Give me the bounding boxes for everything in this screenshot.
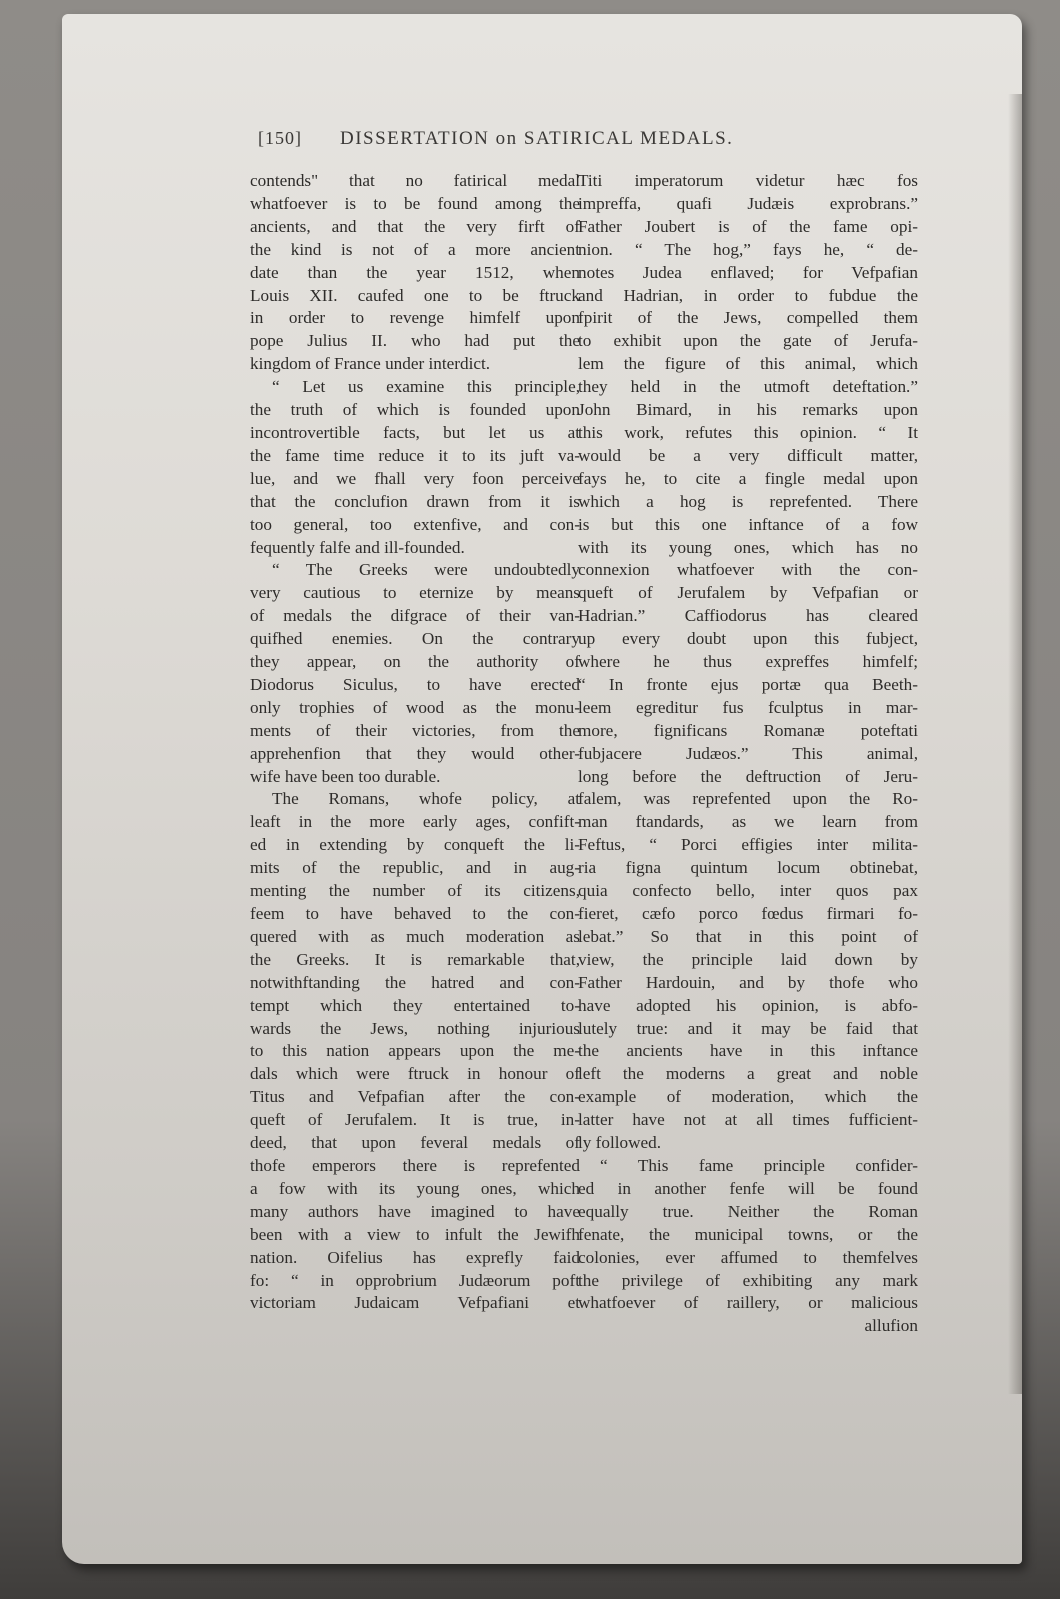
text-line: ly followed. xyxy=(578,1133,662,1153)
text-line: lebat.” So that in this point of xyxy=(578,926,918,946)
text-line: queft of Jerufalem by Vefpafian or xyxy=(578,583,918,603)
text-line: ria figna quintum locum obtinebat, xyxy=(578,858,918,878)
text-line: ed in extending by conqueft the li- xyxy=(250,835,580,855)
text-line: leaft in the more early ages, confift- xyxy=(250,812,580,832)
text-line: “ In fronte ejus portæ qua Beeth- xyxy=(578,674,918,694)
text-line: ancients, and that the very firft of xyxy=(250,216,580,236)
text-line: Feftus, “ Porci effigies inter milita- xyxy=(578,835,918,855)
text-line: a fow with its young ones, which xyxy=(250,1178,580,1198)
text-line: too general, too extenfive, and con- xyxy=(250,514,580,534)
text-line: nion. “ The hog,” fays he, “ de- xyxy=(578,239,918,259)
text-line: Hadrian.” Caffiodorus has cleared xyxy=(578,606,918,626)
text-line: feem to have behaved to the con- xyxy=(250,904,580,923)
text-line: impreffa, quafi Judæis exprobrans.” xyxy=(578,193,918,213)
page-number: [150] xyxy=(258,128,302,148)
text-line: contends" that no fatirical medal xyxy=(250,171,580,190)
text-line: dals which were ftruck in honour of xyxy=(250,1064,580,1084)
text-line: notwithftanding the hatred and con- xyxy=(250,972,580,992)
text-line: this work, refutes this opinion. “ It xyxy=(578,422,918,442)
text-line: and Hadrian, in order to fubdue the xyxy=(578,285,918,305)
text-line: fpirit of the Jews, compelled them xyxy=(578,308,918,328)
text-line: colonies, ever affumed to themfelves xyxy=(578,1247,918,1267)
text-line: notes Judea enflaved; for Vefpafian xyxy=(578,262,918,282)
text-line: fequently falfe and ill-founded. xyxy=(250,537,465,557)
text-line: mits of the republic, and in aug- xyxy=(250,858,580,878)
text-line: wife have been too durable. xyxy=(250,766,441,786)
text-line: they held in the utmoft deteftation.” xyxy=(578,377,918,397)
text-line: deed, that upon feveral medals of xyxy=(250,1133,580,1153)
text-line: quered with as much moderation as xyxy=(250,926,580,946)
text-line: fieret, cæfo porco fœdus firmari fo- xyxy=(578,904,918,923)
text-line: very cautious to eternize by means xyxy=(250,583,580,603)
text-line: Titus and Vefpafian after the con- xyxy=(250,1087,580,1107)
text-line: to exhibit upon the gate of Jerufa- xyxy=(578,331,918,351)
text-line: whatfoever of raillery, or malicious xyxy=(578,1293,918,1313)
text-line: they appear, on the authority of xyxy=(250,652,580,672)
text-line: victoriam Judaicam Vefpafiani et xyxy=(250,1293,580,1313)
text-line: the truth of which is founded upon xyxy=(250,400,580,420)
running-title: DISSERTATION on SATIRICAL MEDALS. xyxy=(340,128,734,149)
catchword: allufion xyxy=(864,1316,918,1336)
text-line: whatfoever is to be found among the xyxy=(250,193,580,213)
text-line: man ftandards, as we learn from xyxy=(578,812,918,832)
text-line: nation. Oifelius has exprefly faid xyxy=(250,1247,580,1267)
text-line: the Greeks. It is remarkable that, xyxy=(250,949,580,969)
text-line: the kind is not of a more ancient xyxy=(250,239,580,259)
text-line: thofe emperors there is reprefented xyxy=(250,1155,580,1175)
text-line: view, the principle laid down by xyxy=(578,949,918,969)
text-line: lutely true: and it may be faid that xyxy=(578,1018,918,1038)
text-line: with its young ones, which has no xyxy=(578,537,918,557)
text-line: “ The Greeks were undoubtedly xyxy=(272,560,580,580)
text-line: have adopted his opinion, is abfo- xyxy=(578,995,918,1015)
left-column xyxy=(250,170,580,1315)
text-line: fubjacere Judæos.” This animal, xyxy=(578,743,918,763)
text-line: kingdom of France under interdict. xyxy=(250,354,491,374)
text-line: falem, was reprefented upon the Ro- xyxy=(578,789,918,809)
text-line: fays he, to cite a fingle medal upon xyxy=(578,468,918,488)
text-line: queft of Jerufalem. It is true, in- xyxy=(250,1110,580,1130)
text-line: latter have not at all times fufficient- xyxy=(578,1110,918,1130)
text-line: incontrovertible facts, but let us at xyxy=(250,422,580,442)
text-line: apprehenfion that they would other- xyxy=(250,743,580,763)
text-line: up every doubt upon this fubject, xyxy=(578,629,918,649)
text-line: of medals the difgrace of their van- xyxy=(250,606,580,626)
text-line: is but this one inftance of a fow xyxy=(578,514,918,534)
text-line: the fame time reduce it to its juft va- xyxy=(250,445,580,465)
text-line: Louis XII. caufed one to be ftruck xyxy=(250,285,580,305)
text-line: Titi imperatorum videtur hæc fos xyxy=(578,171,918,190)
text-line: where he thus expreffes himfelf; xyxy=(578,652,918,672)
text-line: menting the number of its citizens, xyxy=(250,881,580,901)
text-line: only trophies of wood as the monu- xyxy=(250,697,580,717)
text-line: would be a very difficult matter, xyxy=(578,445,918,465)
text-line: that the conclufion drawn from it is xyxy=(250,491,580,511)
text-line: example of moderation, which the xyxy=(578,1087,918,1107)
running-head xyxy=(258,128,858,150)
text-line: date than the year 1512, when xyxy=(250,262,580,282)
text-line: ments of their victories, from the xyxy=(250,720,580,740)
text-line: “ This fame principle confider- xyxy=(600,1155,918,1175)
text-line: been with a view to infult the Jewifh xyxy=(250,1224,580,1244)
text-line: ed in another fenfe will be found xyxy=(578,1178,918,1198)
text-line: left the moderns a great and noble xyxy=(578,1064,918,1084)
text-line: fenate, the municipal towns, or the xyxy=(578,1224,918,1244)
text-line: connexion whatfoever with the con- xyxy=(578,560,918,580)
text-line: the privilege of exhibiting any mark xyxy=(578,1270,918,1290)
text-line: lue, and we fhall very foon perceive xyxy=(250,468,580,488)
text-line: which a hog is reprefented. There xyxy=(578,491,918,511)
text-line: to this nation appears upon the me- xyxy=(250,1041,580,1061)
text-line: fo: “ in opprobrium Judæorum poft xyxy=(250,1270,580,1290)
text-line: leem egreditur fus fculptus in mar- xyxy=(578,697,918,717)
text-line: in order to revenge himfelf upon xyxy=(250,308,580,328)
text-line: The Romans, whofe policy, at xyxy=(272,789,580,809)
text-line: equally true. Neither the Roman xyxy=(578,1201,918,1221)
text-line: tempt which they entertained to- xyxy=(250,995,580,1015)
text-line: quia confecto bello, inter quos pax xyxy=(578,881,918,901)
text-line: more, fignificans Romanæ poteftati xyxy=(578,720,918,740)
text-line: “ Let us examine this principle, xyxy=(272,377,580,397)
text-line: John Bimard, in his remarks upon xyxy=(578,400,918,420)
text-line: long before the deftruction of Jeru- xyxy=(578,766,918,786)
text-line: Diodorus Siculus, to have erected xyxy=(250,674,580,694)
text-line: Father Joubert is of the fame opi- xyxy=(578,216,918,236)
text-line: many authors have imagined to have xyxy=(250,1201,580,1221)
text-line: wards the Jews, nothing injurious xyxy=(250,1018,580,1038)
text-line: Father Hardouin, and by thofe who xyxy=(578,972,918,992)
text-line: quifhed enemies. On the contrary xyxy=(250,629,580,649)
text-line: the ancients have in this inftance xyxy=(578,1041,918,1061)
right-column xyxy=(578,170,918,1338)
text-line: lem the figure of this animal, which xyxy=(578,354,918,374)
text-line: pope Julius II. who had put the xyxy=(250,331,580,351)
